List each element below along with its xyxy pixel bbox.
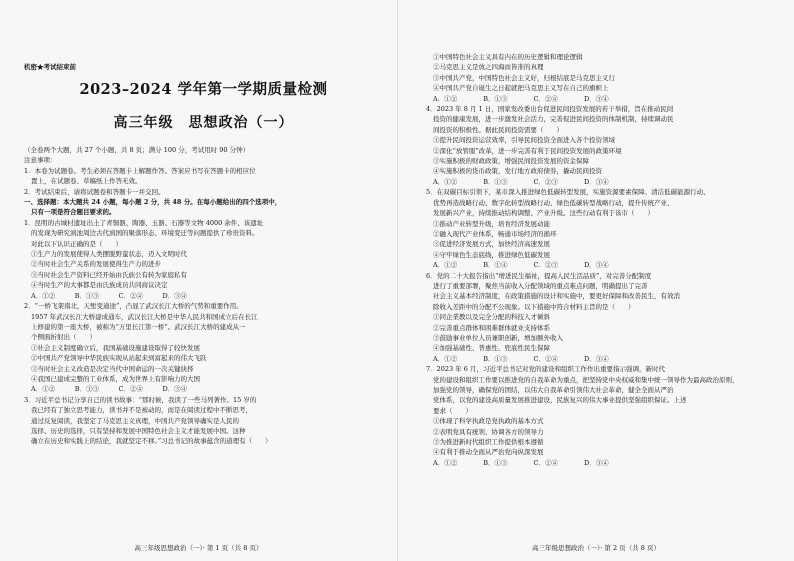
text-line: （全卷两个大题，共 27 个小题，共 8 页；满分 100 分，考试用时 90 分钟） — [24, 146, 250, 154]
text-line: 5．在双碳目标引领下，某市深入推进绿色低碳转型发展，实施资源要素保障、清洁低碳能源行动、 — [426, 188, 710, 197]
text-line: ②完善重点群体和困难群体就业支持体系 — [433, 323, 550, 332]
text-line: 2．考试结束后，请将试题卷和答题卡一并交回。 — [24, 187, 165, 196]
text-line: ②深化“放管服”改革，进一步完善有利于民间投资发展的政策环境 — [433, 146, 622, 155]
text-line: ③当时社会生产资料已经开始由氏族公有转为家庭私有 — [31, 270, 187, 279]
text-line: 一、选择题：本大题共 24 小题，每小题 2 分，共 48 分。在每小题给出的四个选项中， — [24, 198, 282, 207]
text-line: 对此以下认识正确的是（ ） — [31, 239, 122, 248]
text-line: 2．“一桥飞架南北，天堑变通途”，凸显了武汉长江大桥的气势和重要作用。 — [24, 302, 243, 311]
text-line: ④我国已建成完整的工业体系，成为世界上有影响力的大国 — [31, 374, 200, 383]
text-line: ④守牢绿色生态底线，推进绿色低碳发展 — [433, 250, 550, 259]
right-page — [397, 0, 794, 561]
text-line: 确立在历史和实践上的结论，我就坚定不移。”习总书记的故事蕴含的道理有（ ） — [31, 437, 272, 446]
text-line: ①推动产业转型升级，培育经济发展动能 — [433, 219, 550, 228]
exam-subtitle: 高三年级 思想政治（一） — [113, 115, 294, 131]
text-line: 1957 年武汉长江大桥建成通车，武汉长江大桥是中华人民共和国成立后在长江 — [31, 312, 258, 321]
text-line: ③中国共产党，中国特色社会主义好，归根结底是马克思主义行 — [433, 73, 615, 82]
text-line: 6．党的二十大报告指出“增进民生福祉，提高人民生活品质”，对完善分配制度 — [426, 271, 652, 280]
text-line: ③鼓励事业单位人员兼职创新，增加额外收入 — [433, 333, 563, 342]
text-line: 党体系，以党的建设高质量发展推进建设、民族复兴的伟大事业提供坚强组织保证。上述 — [433, 396, 687, 405]
text-line: A．①② B．①③ C．②④ D．③④ — [31, 385, 188, 394]
text-line: A．①② B．①③ C．②④ D．③④ — [433, 458, 609, 467]
text-line: 个侧面折射出（ ） — [31, 333, 96, 342]
text-line: 置上，在试题卷、草稿纸上作答无效。 — [31, 177, 142, 186]
text-line: 我已经有了独立思考能力，读书并不是被动的，而是在阅读过程中不断思考， — [31, 406, 252, 415]
text-line: ①同企業教以及完全分配的科技人才倾斜 — [433, 313, 550, 322]
text-line: 党的建设和组织工作要以推进党的自我革命为重点，把坚持党中央权威和集中统一领导作为最高政治原则， — [433, 375, 739, 384]
text-line: 要求（ ） — [433, 406, 472, 415]
text-line: ②融入现代产业体系，畅通市场经济的循环 — [433, 229, 557, 238]
text-line: 优势再造战略行动、数字化转型战略行动、绿色低碳转型战略行动，提升传统产业、 — [433, 198, 674, 207]
text-line: ④加强基础性、普惠性、兜底性民生保障 — [433, 344, 550, 353]
text-line: A．①② B．①③ C．②④ D．③④ — [433, 94, 609, 103]
text-line: 间投资的积极性。据此民间投资需要（ ） — [433, 125, 563, 134]
text-line: ②中国共产党领导中华民族实现从站起来到富起来的伟大飞跃 — [31, 354, 207, 363]
right-page-footer: 高三年级思想政治（一）· 第 2 页（共 8 页） — [532, 544, 660, 552]
text-line: ②当时社会生产关系的发展使得生产力的进步 — [31, 260, 161, 269]
text-line: ②马克思主义是放之四海而皆准的真理 — [433, 63, 544, 72]
text-line: 的发现为研究滇池周边古代滇国的聚落形态、环境变迁等问题提供了珍贵资料。 — [31, 229, 259, 238]
text-line: ④中国共产党自诞生之日起就把马克思主义写在自己的旗帜上 — [433, 84, 609, 93]
text-line: ③促进经济发展方式，加快经济高速发展 — [433, 240, 550, 249]
text-line: 上修建的第一座大桥，被称为“万里长江第一桥”。武汉长江大桥的建成从一 — [31, 322, 246, 331]
text-line: 通过反复阅读，我坚定了马克思主义真理，中国共产党领导确实是人民的 — [31, 416, 239, 425]
text-line: ①社会主义制度确立后，我国基础设施建设取得了较快发展 — [31, 343, 200, 352]
right-page-text — [426, 52, 772, 468]
text-line: 1．昆明的古城村遗址出土了青铜器、陶器、玉器、石器等文物 4000 余件，该遗址 — [24, 218, 264, 227]
text-line: 3．习近平总书记分享自己的读书故事：“那时候，我读了一些马列著作。15 岁的 — [24, 395, 257, 404]
text-line: A．①② B．①④ C．②③ D．③④ — [433, 261, 609, 270]
text-line: A．①② B．①③ C．②④ D．③④ — [433, 354, 609, 363]
text-line: ④当时生产的大事都是由氏族成员共同商议决定 — [31, 281, 168, 290]
text-line: 1．本卷为试题卷。考生必须在答题卡上解题作答。答案应书写在答题卡的相应位 — [24, 166, 256, 175]
left-page-text — [24, 145, 383, 447]
text-line: A．①② B．①③ C．②④ D．③④ — [31, 291, 188, 300]
text-line: ①中国特色社会主义具有内在的历史逻辑和理论逻辑 — [433, 53, 583, 61]
text-line: 加强党的领导，确保党的团结，以伟大自我革命引领伟大社会革命，健全全面从严治 — [433, 386, 674, 394]
text-line: ④有利于推动全面从严治党向纵深发展 — [433, 448, 544, 457]
text-line: ①提升民间投资运营效率，引导民间投资全面进入各个投资领域 — [433, 136, 615, 145]
text-line: ④实施积极的货币政策，发行地方政府债券，撬动民间投资 — [433, 167, 602, 176]
text-line: 注意事项： — [24, 156, 57, 165]
text-line: ③实施积极的财政政策，增强民间投资发展的资金保障 — [433, 157, 589, 166]
text-line: 进行了重要部署，聚焦当前收入分配领域的重点难点问题，明确提出了完善 — [433, 281, 648, 290]
text-line: 社会主义基本经济制度，在政策措施的设计和实施中，要更好保障和改善民生，有效消 — [433, 292, 680, 301]
text-line: ③当时社会主义改造是决定当代中国命运的一次关键抉择 — [31, 364, 194, 373]
secret-label: 机密★考试结束前 — [24, 63, 76, 71]
text-line: ②表明党具有统领、协调各方的领导力 — [433, 427, 544, 436]
text-line: 选择、历史的选择，只有坚持和发展中国特色社会主义才能发展中国。这种 — [31, 426, 246, 435]
text-line: ③为推进新时代组织工作提供根本遵循 — [433, 438, 544, 447]
left-page-footer: 高三年级思想政治（一）· 第 1 页（共 8 页） — [134, 544, 263, 552]
text-line: 4．2023 年 8 月 1 日，国家发改委出台促进民间投资发展的若干举措，旨在推动民间 — [426, 105, 674, 114]
exam-title: 2023–2024 学年第一学期质量检测 — [79, 81, 328, 98]
text-line: 只有一项是符合题目要求的。 — [31, 208, 116, 217]
text-line: 7．2023 年 6 月，习近平总书记对党的建设和组织工作作出重要指示强调，新时代 — [426, 365, 666, 374]
text-line: A．①② B．①③ C．②③ D．③④ — [433, 177, 609, 186]
text-line: ①体现了科学执政是党执政的基本方式 — [433, 417, 544, 426]
text-line: ①生产力的发展使得人类摆脱野蛮状态，迈入文明时代 — [31, 250, 187, 259]
text-line: 投资的健康发展，进一步激发社会活力，完善促进民间投资的体制机制，持续调动民 — [433, 115, 674, 124]
text-line: 除收入差距中的分配不公现象。以下措施中符合材料主旨的是（ ） — [433, 302, 635, 311]
text-line: 发展新兴产业，持续推动结构调整、产业升级。这些行动有利于该市（ ） — [433, 209, 654, 218]
